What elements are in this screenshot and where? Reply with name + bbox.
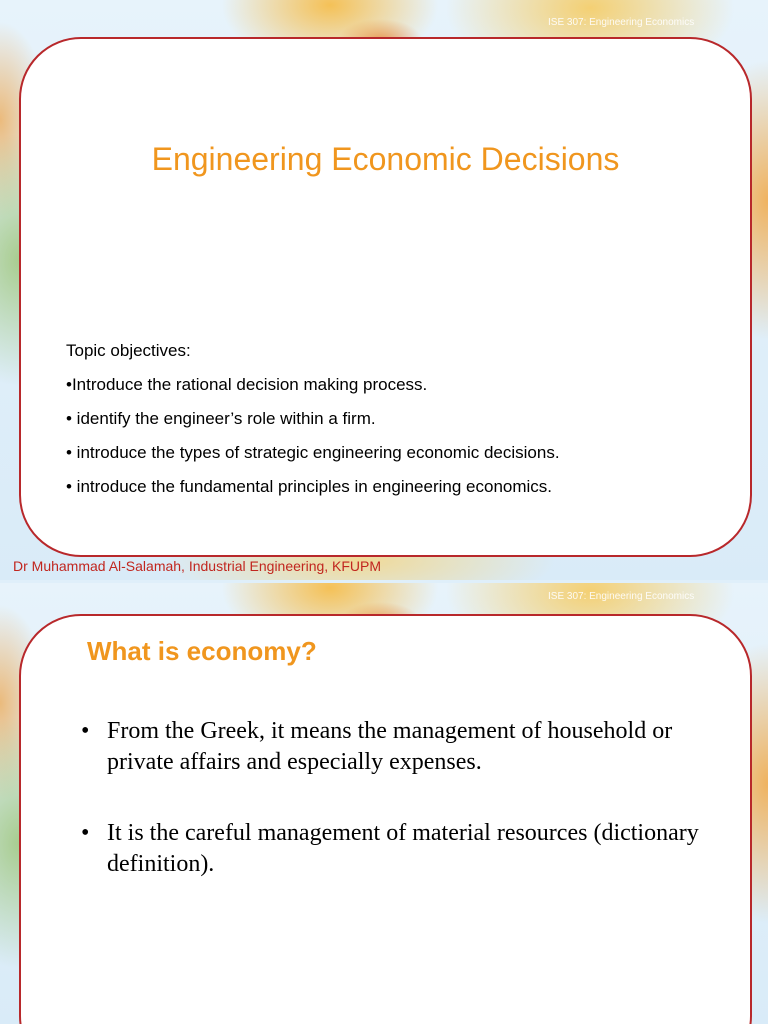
bullet-item — [81, 818, 721, 880]
bullet-marker: • — [81, 820, 90, 846]
objectives-heading: Topic objectives: — [66, 341, 191, 360]
content-panel — [19, 614, 752, 1024]
bullet-marker: • — [81, 718, 90, 744]
header-note: ISE 307: Engineering Economics — [548, 591, 695, 602]
objectives-list — [66, 334, 560, 504]
header-note: ISE 307: Engineering Economics — [548, 17, 695, 28]
objective-item: • introduce the types of strategic engineering economic decisions. — [66, 443, 560, 462]
slide-title: What is economy? — [87, 636, 317, 666]
slide-title: Engineering Economic Decisions — [151, 141, 620, 177]
bullet-list — [81, 716, 721, 920]
bullet-text: It is the careful management of material resources (dictionary definition). — [107, 820, 699, 877]
bullet-item — [81, 716, 721, 778]
objective-item: • identify the engineer’s role within a firm. — [66, 409, 376, 428]
slide-2 — [0, 583, 768, 1024]
objective-item: •Introduce the rational decision making process. — [66, 375, 428, 394]
footer-author: Dr Muhammad Al-Salamah, Industrial Engineering, KFUPM — [13, 558, 382, 574]
bullet-text: From the Greek, it means the management of household or private affairs and especially expenses. — [107, 718, 673, 775]
objective-item: • introduce the fundamental principles in engineering economics. — [66, 477, 553, 496]
